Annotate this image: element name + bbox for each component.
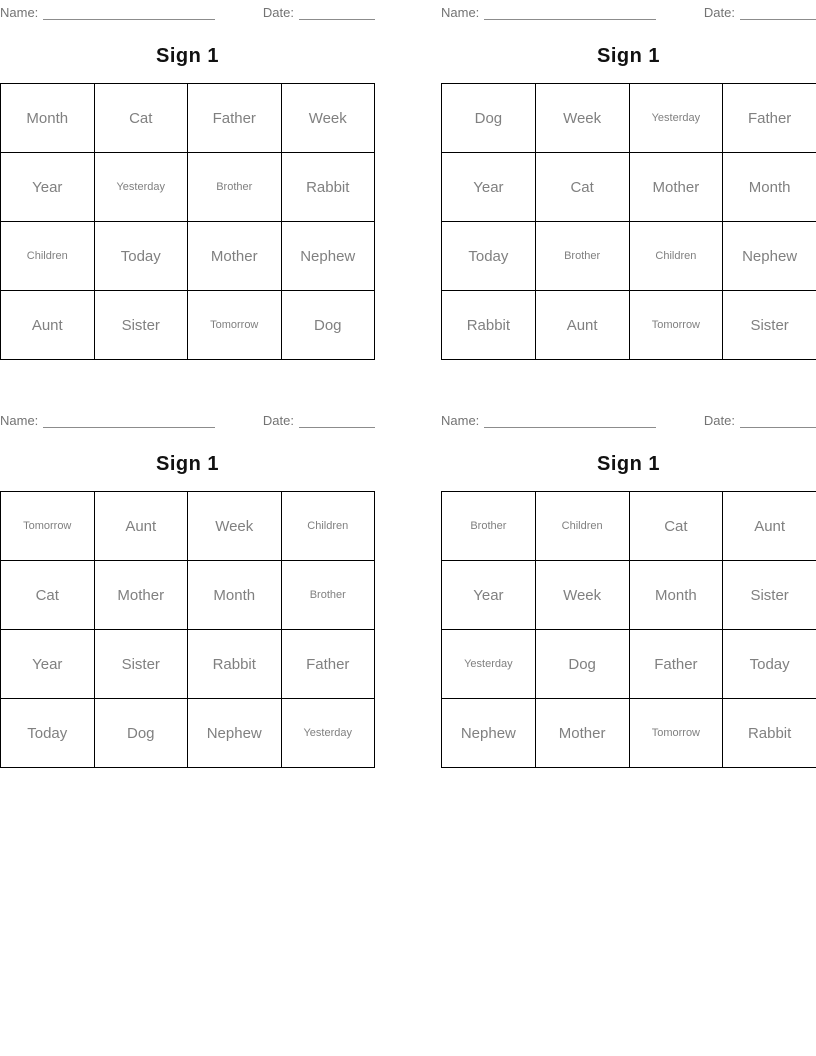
grid-row (442, 291, 816, 360)
grid-row (1, 699, 375, 768)
name-date-row (0, 4, 375, 20)
worksheet-panel (0, 4, 375, 360)
grid-cell: Week (535, 84, 629, 153)
name-blank-line (43, 6, 215, 20)
grid-cell: Aunt (1, 291, 95, 360)
grid-cell: Week (281, 84, 375, 153)
grid-row (1, 153, 375, 222)
grid-row (442, 630, 816, 699)
name-group (441, 413, 656, 428)
board-title: Sign 1 (155, 453, 219, 475)
grid-cell: Month (723, 153, 816, 222)
bingo-grid (0, 491, 375, 768)
grid-cell: Brother (281, 561, 375, 630)
grid-cell: Year (1, 153, 95, 222)
grid-row (1, 630, 375, 699)
name-label: Name: (0, 413, 39, 428)
grid-cell: Father (281, 630, 375, 699)
name-group (441, 5, 656, 20)
grid-cell: Yesterday (94, 153, 188, 222)
grid-row (442, 699, 816, 768)
name-date-row (0, 412, 375, 428)
grid-cell: Yesterday (442, 630, 536, 699)
grid-row (442, 153, 816, 222)
grid-cell: Rabbit (723, 699, 816, 768)
grid-cell: Children (281, 492, 375, 561)
name-label: Name: (441, 5, 480, 20)
name-blank-line (484, 414, 656, 428)
grid-row (442, 492, 816, 561)
grid-cell: Nephew (723, 222, 816, 291)
grid-cell: Year (1, 630, 95, 699)
date-group (263, 5, 375, 20)
grid-cell: Children (1, 222, 95, 291)
board-title: Sign 1 (596, 453, 660, 475)
worksheet-panel (441, 4, 816, 360)
date-blank-line (299, 414, 375, 428)
grid-cell: Mother (535, 699, 629, 768)
grid-cell: Yesterday (281, 699, 375, 768)
grid-cell: Week (188, 492, 282, 561)
bingo-grid (441, 491, 816, 768)
grid-row (1, 291, 375, 360)
grid-row (442, 222, 816, 291)
date-group (704, 5, 816, 20)
grid-cell: Today (94, 222, 188, 291)
grid-row (442, 84, 816, 153)
grid-cell: Year (442, 561, 536, 630)
grid-cell: Yesterday (629, 84, 723, 153)
name-blank-line (43, 414, 215, 428)
grid-cell: Brother (188, 153, 282, 222)
board-title: Sign 1 (596, 45, 660, 67)
grid-cell: Month (1, 84, 95, 153)
grid-cell: Dog (442, 84, 536, 153)
grid-cell: Sister (94, 630, 188, 699)
grid-cell: Children (535, 492, 629, 561)
grid-cell: Dog (535, 630, 629, 699)
name-group (0, 5, 215, 20)
board-title: Sign 1 (155, 45, 219, 67)
grid-cell: Cat (1, 561, 95, 630)
grid-cell: Nephew (188, 699, 282, 768)
date-label: Date: (262, 413, 294, 428)
grid-cell: Today (442, 222, 536, 291)
date-group (704, 413, 816, 428)
date-blank-line (299, 6, 375, 20)
grid-cell: Dog (94, 699, 188, 768)
grid-cell: Father (188, 84, 282, 153)
grid-cell: Tomorrow (188, 291, 282, 360)
name-date-row (441, 4, 816, 20)
worksheet-panel (0, 412, 375, 768)
date-blank-line (740, 414, 816, 428)
grid-cell: Sister (723, 291, 816, 360)
grid-cell: Year (442, 153, 536, 222)
name-label: Name: (441, 413, 480, 428)
grid-row (442, 561, 816, 630)
grid-cell: Week (535, 561, 629, 630)
grid-row (1, 222, 375, 291)
grid-cell: Tomorrow (629, 699, 723, 768)
grid-cell: Sister (723, 561, 816, 630)
date-blank-line (740, 6, 816, 20)
grid-cell: Nephew (281, 222, 375, 291)
grid-cell: Aunt (723, 492, 816, 561)
grid-cell: Tomorrow (1, 492, 95, 561)
date-group (263, 413, 375, 428)
grid-cell: Mother (188, 222, 282, 291)
grid-cell: Father (629, 630, 723, 699)
name-date-row (441, 412, 816, 428)
grid-cell: Nephew (442, 699, 536, 768)
grid-cell: Dog (281, 291, 375, 360)
bingo-grid (0, 83, 375, 360)
grid-cell: Cat (94, 84, 188, 153)
grid-row (1, 492, 375, 561)
grid-cell: Rabbit (281, 153, 375, 222)
name-label: Name: (0, 5, 39, 20)
grid-cell: Rabbit (188, 630, 282, 699)
grid-row (1, 561, 375, 630)
grid-cell: Brother (535, 222, 629, 291)
grid-cell: Mother (629, 153, 723, 222)
bingo-grid (441, 83, 816, 360)
date-label: Date: (262, 5, 294, 20)
grid-row (1, 84, 375, 153)
grid-cell: Children (629, 222, 723, 291)
grid-cell: Sister (94, 291, 188, 360)
grid-cell: Cat (629, 492, 723, 561)
date-label: Date: (703, 5, 735, 20)
worksheet-panel (441, 412, 816, 768)
name-blank-line (484, 6, 656, 20)
grid-cell: Today (723, 630, 816, 699)
grid-cell: Aunt (94, 492, 188, 561)
name-group (0, 413, 215, 428)
grid-cell: Today (1, 699, 95, 768)
grid-cell: Brother (442, 492, 536, 561)
grid-cell: Month (629, 561, 723, 630)
date-label: Date: (703, 413, 735, 428)
grid-cell: Rabbit (442, 291, 536, 360)
grid-cell: Tomorrow (629, 291, 723, 360)
grid-cell: Mother (94, 561, 188, 630)
grid-cell: Father (723, 84, 816, 153)
grid-cell: Cat (535, 153, 629, 222)
grid-cell: Month (188, 561, 282, 630)
grid-cell: Aunt (535, 291, 629, 360)
